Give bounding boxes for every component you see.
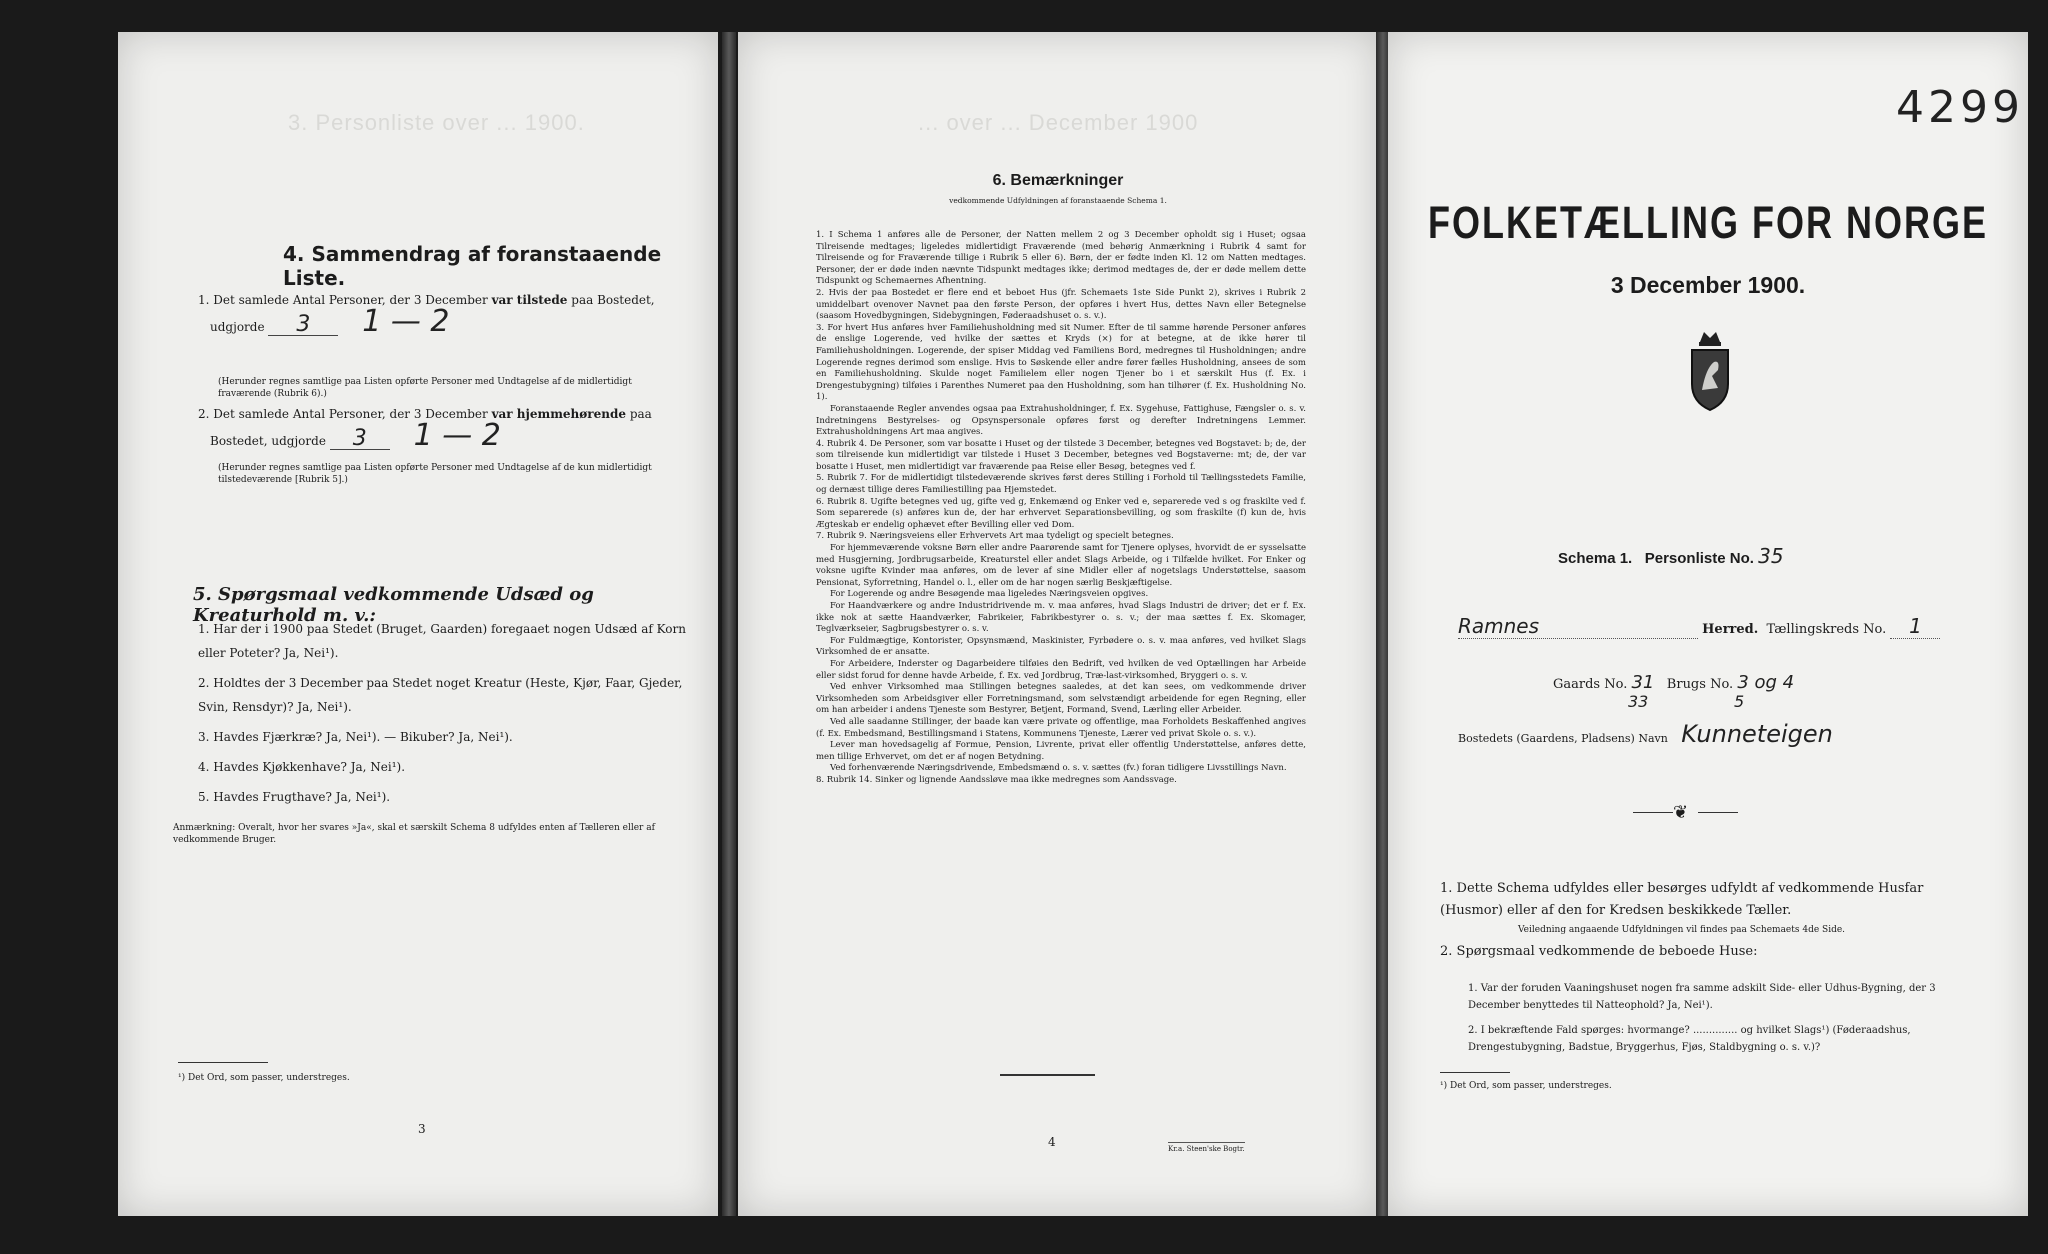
brugs-hw: 3 og 4 <box>1737 672 1795 693</box>
ref-number-hw: 4299 <box>1896 82 2024 133</box>
footnote-rule <box>178 1062 268 1063</box>
section5-item: 3. Havdes Fjærkræ? Ja, Nei¹). — Bikuber? Ja, Nei¹). <box>198 730 513 744</box>
remark-paragraph: 4. Rubrik 4. De Personer, som var bosatte i Huset og der tilstede 3 December, betegnes ved Bogstavet: b; de, der som tilreisende kun midlertidigt var tilstede i Huset 3 December, betegnes ved Bogstaverne: mt; de, der var bosatte i Huset, men midlertidigt var fraværende paa Reise eller Besøg, betegnes ved f. <box>816 438 1306 472</box>
census-title: FOLKETÆLLING FOR NORGE <box>1428 196 1988 248</box>
section5-item: 4. Havdes Kjøkkenhave? Ja, Nei¹). <box>198 760 406 774</box>
section4-q2-note: (Herunder regnes samtlige paa Listen opførte Personer med Undtagelse af de kun midlertidigt tilstedeværende [Rubrik 5].) <box>218 463 652 485</box>
kreds-hw: 1 <box>1890 614 1940 639</box>
remark-paragraph: For Fuldmægtige, Kontorister, Opsynsmænd, Maskinister, Fyrbødere o. s. v. maa anføres, ved hvilket Slags Virksomhed de er ansatte. <box>816 635 1306 658</box>
house-question-2: 2. I bekræftende Fald spørges: hvormange? .............. og hvilket Slags¹) (Føderaadshus, Drengestubygning, Badstue, Bryggerhus, Fjøs, Staldbygning o. s. v.)? <box>1468 1025 1911 1053</box>
q2-total-hw: 3 <box>330 428 390 450</box>
schema-line: Schema 1. Personliste No. 35 <box>1558 544 1784 568</box>
remark-paragraph: 8. Rubrik 14. Sinker og lignende Aandssløve maa ikke medregnes som Aandssvage. <box>816 774 1177 785</box>
coat-of-arms-icon <box>1686 328 1734 414</box>
faint-header: 3. Personliste over ... 1900. <box>288 110 585 135</box>
page-fold <box>722 32 736 1216</box>
q1-total-hw: 3 <box>268 314 338 336</box>
remarks-title: 6. Bemærkninger <box>992 172 1124 189</box>
bosted-hw: Kunneteigen <box>1681 720 1833 748</box>
instruction-2: 2. Spørgsmaal vedkommende de beboede Huse: <box>1440 944 1758 959</box>
section4-q1-note: (Herunder regnes samtlige paa Listen opførte Personer med Undtagelse af de midlertidigt fraværende (Rubrik 6).) <box>218 377 632 399</box>
ornament-divider: ❦ <box>1673 802 1689 823</box>
remark-paragraph: 2. Hvis der paa Bostedet er flere end et beboet Hus (jfr. Schemaets 1ste Side Punkt 2), skrives i Rubrik 2 umiddelbart ovenover Navnet paa den første Person, der opføres i hvert Hus, dettes Navn eller Betegnelse (saasom Hovedbygningen, Sidebygningen, Føderaadshuset o. s. v.). <box>816 287 1306 322</box>
remark-paragraph: Lever man hovedsagelig af Formue, Pension, Livrente, privat eller offentlig Understøttelse, anføres dette, men tillige Erhvervet, om det er af nogen Betydning. <box>816 740 1306 762</box>
page-number: 4 <box>1048 1135 1056 1149</box>
section4-q1: 1. Det samlede Antal Personer, der 3 December var tilstede paa Bostedet, udgjorde 3 1 — 2 <box>198 293 655 339</box>
remarks-body <box>816 230 1306 787</box>
remark-paragraph: 3. For hvert Hus anføres hver Familiehusholdning med sit Numer. Efter de til samme hørende Personer anføres de enslige Logerende, ved hvilke der sættes et Kryds (×) for at betegne, at de ikke hører til Familiehusholdningen. Logerende, der spiser Middag ved Familiens Bord, medregnes til Husholdningen; andre Logerende regnes derimod som enslige. Hvis to Søskende eller andre fører fælles Husholdning, ansees de som en Familiehusholdning. Skulde noget Familielem eller nogen Tjener bo i et særskilt Hus (f. Ex. i Drengestubygning) tilføies i Parenthes Numeret paa den Husholdning, som han tilhører (f. Ex. Husholdning No. 1). <box>816 322 1306 403</box>
remark-paragraph: Ved forhenværende Næringsdrivende, Embedsmænd o. s. v. sættes (fv.) foran tidligere Livsstillings Navn. <box>830 763 1287 774</box>
census-date: 3 December 1900. <box>1610 272 1806 298</box>
left-page <box>118 32 718 1216</box>
page-number: 3 <box>418 1122 426 1136</box>
right-page <box>1388 32 2028 1216</box>
section5-note: Anmærkning: Overalt, hvor her svares »Ja«, skal et særskilt Schema 8 udfyldes enten af Tælleren eller af vedkommende Bruger. <box>173 823 655 845</box>
herred-hw: Ramnes <box>1458 614 1698 639</box>
section4-q2: 2. Det samlede Antal Personer, der 3 December var hjemmehørende paa Bostedet, udgjorde 3 1 — 2 <box>198 407 652 453</box>
remark-paragraph: Foranstaaende Regler anvendes ogsaa paa Extrahusholdninger, f. Ex. Sygehuse, Fattighuse, Fængsler o. s. v. Indretningens Bestyrelses- og Opsynspersonale opføres først og derefter Indretningens Lemmer. Extrahusholdningens Art maa angives. <box>816 403 1306 438</box>
house-question-1: 1. Var der foruden Vaaningshuset nogen fra samme adskilt Side- eller Udhus-Bygning, der 3 December benyttedes til Natteophold? Ja, Nei¹). <box>1468 983 1936 1011</box>
section5-item: 1. Har der i 1900 paa Stedet (Bruget, Gaarden) foregaaet nogen Udsæd af Korn eller Poteter? Ja, Nei¹). <box>198 622 686 660</box>
instruction-1-sub: Veiledning angaaende Udfyldningen vil findes paa Schemaets 4de Side. <box>1518 925 1846 935</box>
printer-mark: Kr.a. Steen'ske Bogtr. <box>1168 1142 1245 1153</box>
ornament-rule <box>1698 812 1738 813</box>
section5-items <box>198 617 688 809</box>
section5-item: 2. Holdtes der 3 December paa Stedet noget Kreatur (Heste, Kjør, Faar, Gjeder, Svin, Rensdyr)? Ja, Nei¹). <box>198 676 683 714</box>
q2-split-hw: 1 — 2 <box>413 418 501 453</box>
herred-line: Ramnes Herred. Tællingskreds No. 1 <box>1458 614 1998 639</box>
remark-paragraph: Ved enhver Virksomhed maa Stillingen betegnes saaledes, at det kan sees, om vedkommende driver Virksomheden som Arbeidsgiver eller Forretningsmand, som selvstændigt arbeidende for egen Regning, eller om han arbeider i andens Tjeneste som Bestyrer, Betjent, Formand, Svend, Lærling eller Arbeider. <box>816 682 1306 716</box>
section5-title: 5. Spørgsmaal vedkommende Udsæd og Kreaturhold m. v.: <box>193 584 594 626</box>
gaards-hw2: 33 <box>1628 692 1649 711</box>
footnote-rule <box>1440 1072 1510 1073</box>
remarks-subtitle: vedkommende Udfyldningen af foranstaaende Schema 1. <box>949 196 1167 205</box>
remark-paragraph: For Haandværkere og andre Industridrivende m. v. maa anføres, hvad Slags Industri de driver; det er f. Ex. ikke nok at sætte Haandværker, Fabrikeier, Fabrikbestyrer o. s. v.; der maa sættes f. Ex. Skomager, Teglværkseier, Sagbrugsbestyrer o. s. v. <box>816 601 1306 635</box>
footnote: ¹) Det Ord, som passer, understreges. <box>1440 1081 1612 1091</box>
bosted-line: Bostedets (Gaardens, Pladsens) Navn Kunneteigen <box>1458 720 1833 748</box>
remark-paragraph: 1. I Schema 1 anføres alle de Personer, der Natten mellem 2 og 3 December opholdt sig i Huset; ogsaa Tilreisende medtages; ligeledes midlertidigt Fraværende (med behørig Anmærkning i Rubrik 4 samt for Tilreisende og for Fraværende tillige i Rubrik 5 eller 6). Børn, der er fødte inden Kl. 12 om Natten medtages. Personer, der er døde inden nævnte Tidspunkt medtages ikke; derimod medtages de, der er døde mellem dette Tidspunkt og Schemaernes Afhentning. <box>816 230 1306 287</box>
remark-paragraph: 7. Rubrik 9. Næringsveiens eller Erhvervets Art maa tydeligt og specielt betegnes. <box>816 531 1174 542</box>
remark-paragraph: 5. Rubrik 7. For de midlertidigt tilstedeværende skrives først deres Stilling i Forhold til Tællingsstedets Familie, og dernæst tillige deres Familiestilling paa Hjemstedet. <box>816 473 1306 496</box>
section5-item: 5. Havdes Frugthave? Ja, Nei¹). <box>198 790 391 804</box>
section4-title: 4. Sammendrag af foranstaaende Liste. <box>283 242 662 290</box>
remark-paragraph: For hjemmeværende voksne Børn eller andre Paarørende samt for Tjenere oplyses, hvorvidt de er sysselsatte med Husgjerning, Jordbrugsarbeide, Kreaturstel eller andet Slags Arbeide, og i Tilfælde hvilket. For Enker og voksne ugifte Kvinder maa anføres, om de lever af sine Midler eller af nogetslags Understøttelse, saasom Pensionat, Syforretning, Handel o. l., eller om de har nogen særlig Beskjæftigelse. <box>816 543 1306 588</box>
brugs-hw2: 5 <box>1734 692 1745 711</box>
middle-page <box>738 32 1378 1216</box>
instruction-1: 1. Dette Schema udfyldes eller besørges udfyldt af vedkommende Husfar (Husmor) eller af den for Kredsen beskikkede Tæller. <box>1440 881 1924 918</box>
personliste-hw: 35 <box>1758 544 1784 568</box>
remark-paragraph: Ved alle saadanne Stillinger, der baade kan være private og offentlige, maa Forholdets Beskaffenhed angives (f. Ex. Embedsmand, Bestillingsmand i Statens, Kommunens Tjeneste, Lærer ved privat Skole o. s. v.). <box>816 716 1306 739</box>
faint-header: ... over ... December 1900 <box>918 110 1199 135</box>
remark-paragraph: 6. Rubrik 8. Ugifte betegnes ved ug, gifte ved g, Enkemænd og Enker ved e, separerede ved s og fraskilte ved f. Som separerede (s) anføres kun de, der har erhvervet Separationsbevilling, og som fraskilte (f) kun de, hvis Ægteskab er endelig ophævet efter Bevilling eller ved Dom. <box>816 496 1306 530</box>
remark-paragraph: For Arbeidere, Inderster og Dagarbeidere tilføies den Bedrift, ved hvilken de ved Optællingen har Arbeide eller sidst forud for denne havde Arbeide, f. Ex. ved Jordbrug, Træ-last-virksomhed, Bryggeri o. s. v. <box>816 658 1306 681</box>
footnote: ¹) Det Ord, som passer, understreges. <box>178 1073 350 1083</box>
gaards-hw: 31 <box>1631 672 1655 693</box>
q1-split-hw: 1 — 2 <box>362 304 450 339</box>
end-rule <box>1000 1074 1095 1076</box>
gaards-line: Gaards No. 31 Brugs No. 3 og 4 <box>1553 672 1795 693</box>
ornament-rule <box>1633 812 1673 813</box>
remark-paragraph: For Logerende og andre Besøgende maa ligeledes Næringsveien opgives. <box>830 589 1149 600</box>
